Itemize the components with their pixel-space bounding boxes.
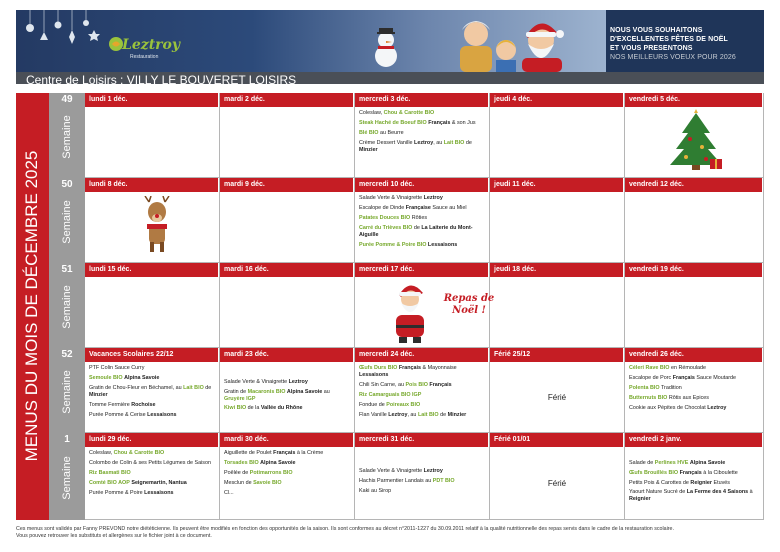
day-cell: [85, 433, 220, 520]
menu-dish: [89, 402, 215, 409]
dish-text: de: [438, 411, 448, 418]
dish-text: Lait BIO: [443, 139, 465, 146]
dish-text: Cookie aux Pépites de Chocolat: [629, 404, 708, 411]
dish-text: Français: [427, 381, 452, 388]
dish-text: Lessaisons: [144, 489, 174, 496]
menu-body: [85, 362, 219, 418]
dish-text: Reignier: [629, 496, 651, 503]
menu-dish: [224, 405, 350, 412]
menu-dish: [89, 460, 215, 467]
wishes-line-1: NOUS VOUS SOUHAITONS: [610, 27, 703, 34]
footer-note: [16, 526, 764, 540]
day-header: mercredi 3 déc.: [355, 93, 489, 107]
dish-text: Salade Verte & Vinaigrette: [224, 378, 289, 385]
dish-text: au: [322, 388, 330, 395]
week-number: 49: [61, 94, 73, 105]
dish-text: Purée Pomme & Poire BIO: [359, 241, 427, 248]
menu-dish: [359, 488, 485, 495]
week-number: 51: [61, 264, 73, 275]
menu-dish: [629, 385, 759, 392]
dish-text: Salade Verte & Vinaigrette: [359, 195, 424, 201]
logo-subtitle: Restauration: [130, 54, 159, 60]
dish-text: Torsades BIO: [224, 459, 259, 466]
day-header: vendredi 2 janv.: [625, 433, 763, 447]
dish-text: Escalope de Dinde: [359, 204, 406, 211]
dish-text: Carré du Trièves BIO: [359, 224, 413, 231]
day-cell: [220, 263, 355, 348]
menu-dish: [629, 460, 759, 467]
dish-text: & Mayonnaise: [421, 365, 457, 371]
menu-body: [85, 447, 219, 497]
dish-text: Céleri Rave BIO: [629, 365, 670, 371]
day-header: vendredi 19 déc.: [625, 263, 763, 277]
reindeer-icon: [137, 196, 177, 254]
menu-dish: [359, 110, 485, 117]
dish-text: Minzier: [447, 411, 467, 418]
repas-line-1: Repas de: [443, 293, 495, 304]
day-header: vendredi 5 déc.: [625, 93, 763, 107]
week-number: 52: [61, 349, 73, 360]
dish-text: Sauce au Miel: [430, 204, 467, 211]
week-row-49: [49, 93, 764, 178]
dish-text: Minzier: [359, 146, 378, 153]
menu-dish: [359, 412, 485, 419]
dish-text: Flan Vanille: [359, 411, 389, 418]
dish-text: de la: [246, 405, 261, 412]
day-header: mercredi 10 déc.: [355, 178, 489, 192]
day-cell: [625, 263, 764, 348]
dish-text: Potimarrons BIO: [249, 469, 293, 476]
dish-text: Savoie BIO: [253, 479, 282, 486]
semaine-label: Semaine: [61, 285, 73, 329]
christmas-characters-illustration: [356, 10, 606, 72]
dish-text: Blé BIO: [359, 129, 379, 136]
dish-text: Macaronis BIO: [247, 388, 286, 395]
menu-body: [220, 362, 354, 432]
day-header: lundi 15 déc.: [85, 263, 219, 277]
day-cell: [85, 263, 220, 348]
santa-icon: [387, 279, 433, 345]
day-header: jeudi 18 déc.: [490, 263, 624, 277]
menu-dish: [359, 205, 485, 212]
dish-text: Steak Haché de Boeuf BIO: [359, 119, 427, 126]
menu-dish: [224, 490, 350, 497]
semaine-label: Semaine: [61, 456, 73, 500]
dish-text: Salade Verte & Vinaigrette: [359, 468, 424, 475]
dish-text: Minzier: [89, 391, 108, 398]
day-header: mardi 2 déc.: [220, 93, 354, 107]
semaine-label: Semaine: [61, 115, 73, 159]
dish-text: Fondue de: [359, 401, 387, 408]
menu-dish: [224, 470, 350, 477]
dish-text: au Beurre: [378, 129, 404, 136]
menu-dish: [89, 450, 215, 457]
dish-text: Cl...: [224, 489, 234, 496]
week-row-50: [49, 178, 764, 263]
dish-text: Lessaisons: [147, 411, 177, 418]
day-header: Vacances Scolaires 22/12: [85, 348, 219, 362]
menu-body: [355, 447, 489, 519]
menu-dish: [224, 460, 350, 467]
dish-text: à la Crème: [295, 450, 324, 456]
menu-body: [355, 107, 489, 154]
day-header: jeudi 11 déc.: [490, 178, 624, 192]
dish-text: Kiwi BIO: [224, 405, 247, 412]
day-header: mardi 16 déc.: [220, 263, 354, 277]
day-cell: [490, 263, 625, 348]
menu-dish: [89, 480, 215, 487]
dish-text: Français: [273, 450, 296, 456]
menu-dish: [359, 195, 485, 202]
dish-text: Alpina Savoie: [260, 459, 296, 466]
dish-text: , au: [433, 139, 444, 146]
semaine-label: Semaine: [61, 200, 73, 244]
ferie-label: Férié: [547, 478, 567, 488]
day-cell: [490, 348, 625, 433]
menu-dish: [89, 412, 215, 419]
dish-text: Œufs Durs BIO: [359, 365, 398, 371]
day-cell: [355, 178, 490, 263]
season-wishes: [610, 26, 764, 62]
logo-text: Leztroy: [122, 37, 181, 53]
dish-text: Polenta BIO: [629, 384, 660, 391]
dish-text: IGP: [412, 391, 422, 398]
day-cell: [85, 348, 220, 433]
dish-text: Coleslaw,: [89, 450, 114, 456]
dish-text: Hachis Parmentier Landais au: [359, 478, 433, 485]
day-cell: [220, 433, 355, 520]
repas-line-2: Noël !: [452, 305, 486, 316]
leztroy-logo: [108, 32, 181, 68]
dish-text: à la Ciboulette: [701, 469, 738, 476]
dish-text: Leztroy: [423, 195, 443, 201]
dish-text: Alpina Savoie: [286, 388, 323, 395]
dish-text: Leztroy: [288, 378, 308, 385]
dish-text: de: [412, 224, 422, 231]
day-header: Férié 01/01: [490, 433, 624, 447]
day-cell: [355, 348, 490, 433]
dish-text: Lait BIO: [417, 411, 439, 418]
menu-dish: [629, 395, 759, 402]
menu-dish: [224, 450, 350, 457]
day-header: mardi 9 déc.: [220, 178, 354, 192]
week-number: 1: [64, 434, 70, 445]
day-header: vendredi 12 déc.: [625, 178, 763, 192]
dish-text: de: [464, 139, 472, 146]
menu-body: [625, 362, 763, 412]
day-header: vendredi 26 déc.: [625, 348, 763, 362]
dish-text: Tomme Fermière: [89, 401, 132, 408]
dish-text: Rôties: [410, 214, 428, 221]
dish-text: Français: [397, 365, 422, 371]
dish-text: Chou & Carotte BIO: [113, 450, 165, 456]
dish-text: Sauce Moutarde: [694, 374, 736, 381]
menu-dish: [359, 242, 485, 249]
dish-text: Riz Camarguais BIO: [359, 391, 411, 398]
menu-dish: [89, 375, 215, 382]
menu-body: [355, 362, 489, 418]
dish-text: Coleslaw,: [359, 110, 384, 116]
day-cell: [355, 433, 490, 520]
repas-de-noel-text: [439, 293, 499, 317]
dish-text: Poêlée de: [224, 469, 250, 476]
day-cell: [220, 348, 355, 433]
day-cell: [220, 93, 355, 178]
menu-body: [625, 447, 763, 519]
dish-text: Lessaisons: [359, 371, 389, 378]
day-cell: [625, 178, 764, 263]
dish-text: Vallée du Rhône: [260, 405, 303, 412]
day-header: lundi 29 déc.: [85, 433, 219, 447]
dish-text: Riz Basmati BIO: [89, 469, 131, 476]
menu-dish: [224, 389, 350, 403]
day-cell: [490, 178, 625, 263]
menu-dish: [629, 480, 759, 487]
dish-text: Français: [672, 374, 695, 381]
dish-text: Lessaisons: [427, 241, 458, 248]
dish-text: Patates Douces BIO: [359, 214, 411, 221]
ferie-label: Férié: [547, 392, 567, 402]
menu-dish: [359, 215, 485, 222]
day-header: mardi 30 déc.: [220, 433, 354, 447]
week-row-51: [49, 263, 764, 348]
dish-text: Pois BIO: [405, 381, 428, 388]
day-cell: [85, 93, 220, 178]
dish-text: Salade de: [629, 459, 655, 466]
day-header: mercredi 17 déc.: [355, 263, 489, 277]
dish-text: Escalope de Porc: [629, 374, 673, 381]
menu-dish: [224, 480, 350, 487]
dish-text: Perlines HVE: [654, 459, 689, 466]
dish-text: Butternuts BIO: [629, 394, 668, 401]
menu-dish: [359, 392, 485, 399]
day-header: mercredi 24 déc.: [355, 348, 489, 362]
dish-text: Leztroy: [423, 468, 443, 475]
menu-dish: [359, 225, 485, 239]
week-label: [49, 93, 85, 178]
day-cell: [490, 433, 625, 520]
week-row-52: [49, 348, 764, 433]
menu-dish: [359, 140, 485, 154]
dish-text: Français: [426, 119, 451, 126]
dish-text: La Laiterie du Mont-Aiguille: [359, 224, 473, 238]
menu-dish: [359, 478, 485, 485]
christmas-ornaments-icon: [22, 10, 102, 50]
menu-dish: [89, 490, 215, 497]
day-cell: [220, 178, 355, 263]
day-header: mardi 23 déc.: [220, 348, 354, 362]
dish-text: Purée Pomme & Cerise: [89, 411, 148, 418]
menu-table: [16, 93, 764, 520]
dish-text: Mesclun de: [224, 479, 254, 486]
center-name: Centre de Loisirs : VILLY LE BOUVERET LOISIRS: [26, 73, 297, 84]
semaine-label: Semaine: [61, 370, 73, 414]
christmas-tree-icon: [666, 109, 726, 171]
day-header: mercredi 31 déc.: [355, 433, 489, 447]
dish-text: , au: [407, 411, 418, 418]
day-cell: [625, 348, 764, 433]
menu-body: [355, 192, 489, 248]
menu-dish: [359, 120, 485, 127]
dish-text: Chou & Carotte BIO: [383, 110, 435, 116]
dish-text: Petits Pois & Carottes de: [629, 479, 691, 486]
dish-text: Lait BIO: [183, 384, 204, 391]
dish-text: Française: [405, 204, 431, 211]
menu-dish: [629, 375, 759, 382]
day-cell: [625, 433, 764, 520]
menu-dish: [359, 468, 485, 475]
dish-text: Kaki au Sirop: [359, 487, 392, 494]
week-number: 50: [61, 179, 73, 190]
day-header: lundi 8 déc.: [85, 178, 219, 192]
menu-dish: [224, 379, 350, 386]
dish-text: de: [203, 384, 212, 391]
dish-text: & son Jus: [450, 119, 476, 126]
week-label: [49, 433, 85, 520]
menu-dish: [629, 489, 759, 503]
dish-text: Alpina Savoie: [124, 374, 160, 381]
dish-text: Yaourt Nature Sucré de: [629, 489, 687, 496]
dish-text: Gruyère IGP: [224, 395, 256, 402]
day-header: jeudi 4 déc.: [490, 93, 624, 107]
dish-text: Alpina Savoie: [689, 459, 726, 466]
dish-text: Crème Dessert Vanille: [359, 139, 415, 146]
dish-text: Gratin de Chou-Fleur en Béchamel, au: [89, 384, 184, 391]
menu-dish: [89, 365, 215, 372]
dish-text: en Rémoulade: [669, 365, 707, 371]
dish-text: PTF Colin Sauce Curry: [89, 365, 145, 371]
week-row-1: [49, 433, 764, 520]
dish-text: Œufs Brouillés BIO: [629, 469, 679, 476]
menu-dish: [89, 385, 215, 399]
menu-dish: [629, 365, 759, 372]
menu-dish: [359, 130, 485, 137]
page-header: [16, 10, 764, 84]
month-title: MENUS DU MOIS DE DÉCEMBRE 2025: [22, 150, 41, 462]
month-title-column: [16, 93, 49, 520]
dish-text: Leztroy: [414, 139, 434, 146]
day-cell: [355, 93, 490, 178]
week-label: [49, 178, 85, 263]
week-label: [49, 348, 85, 433]
dish-text: Chili Sin Carne, au: [359, 381, 406, 388]
menu-dish: [359, 382, 485, 389]
footer-line-2: Vous pouvez retrouver les substituts et allergènes sur le fichier joint à ce document.: [16, 533, 212, 539]
menu-dish: [359, 365, 485, 379]
dish-text: Rôtis aux Epices: [667, 394, 709, 401]
menu-dish: [89, 470, 215, 477]
day-header: lundi 1 déc.: [85, 93, 219, 107]
dish-text: Leztroy: [707, 404, 727, 411]
wishes-line-2: D'EXCELLENTES FÊTES DE NOËL: [610, 36, 728, 43]
dish-text: Seignemartin, Nantua: [131, 479, 187, 486]
menu-dish: [629, 405, 759, 412]
menu-body: [220, 447, 354, 497]
week-label: [49, 263, 85, 348]
dish-text: Poireaux BIO: [386, 401, 421, 408]
day-header: Férié 25/12: [490, 348, 624, 362]
dish-text: PDT BIO: [432, 478, 455, 485]
menu-dish: [629, 470, 759, 477]
day-cell: [490, 93, 625, 178]
dish-text: Reignier: [690, 479, 712, 486]
dish-text: Semoule BIO: [89, 374, 123, 381]
dish-text: Colombo de Colin & ses Petits Légumes de Saison: [89, 459, 211, 466]
menu-dish: [359, 402, 485, 409]
dish-text: Aiguillette de Poulet: [224, 450, 274, 456]
dish-text: Comté BIO AOP: [89, 479, 130, 486]
dish-text: Etuvés: [712, 479, 730, 486]
dish-text: à: [748, 489, 753, 496]
wishes-line-3: ET VOUS PRESENTONS: [610, 45, 693, 52]
dish-text: Français: [679, 469, 702, 476]
dish-text: Rochoise: [131, 401, 156, 408]
dish-text: Gratin de: [224, 388, 248, 395]
dish-text: Leztroy: [388, 411, 408, 418]
dish-text: Purée Pomme & Poire: [89, 489, 145, 496]
dish-text: Tradition: [659, 384, 682, 391]
footer-line-1: Ces menus sont validés par Fanny PREVOND notre diététicienne. Ils peuvent être modifiés en fonction des opportunités de la saison. Ils sont conformes au décret n°2011-1227 du 30.09.2011 relatif à la qualité nutritionnelle des repas servis dans le cadre de la restauration scolaire.: [16, 526, 674, 532]
wishes-line-4: NOS MEILLEURS VOEUX POUR 2026: [610, 54, 736, 61]
dish-text: La Ferme des 4 Saisons: [686, 489, 749, 496]
